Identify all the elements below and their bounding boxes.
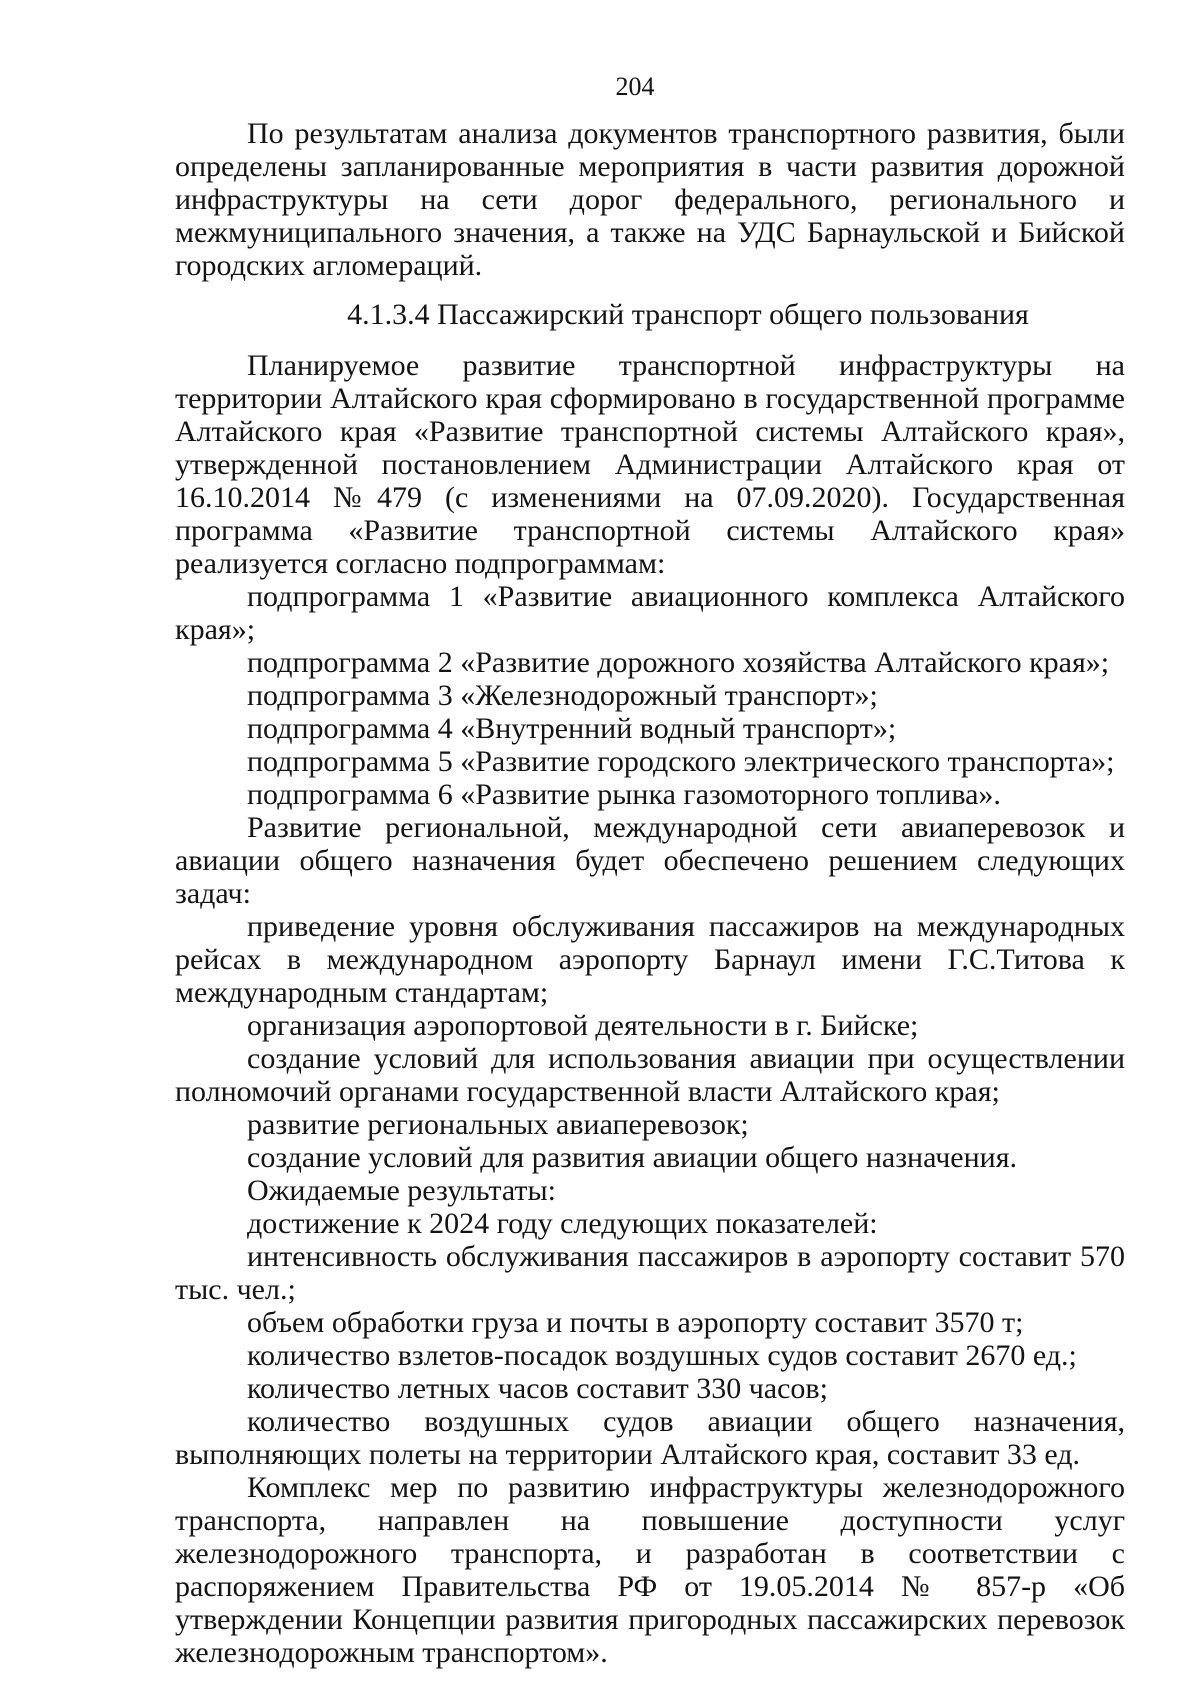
task-item: создание условий для развития авиации общего назначения. (247, 1141, 1018, 1174)
section-heading: 4.1.3.4 Пассажирский транспорт общего пользования (347, 298, 1029, 331)
subprogram-item: подпрограмма 6 «Развитие рынка газомоторного топлива». (247, 778, 1001, 811)
subprogram-item: подпрограмма 2 «Развитие дорожного хозяйства Алтайского края»; (247, 646, 1110, 679)
page-number: 204 (615, 72, 655, 101)
paragraph-planned-development: Планируемое развитие транспортной инфраструктуры на территории Алтайского края сформировано в государственной программе Алтайского края «Развитие транспортной системы Алтайского края», утвержденной постановлением Администрации Алтайского края от 16.10.2014 №479 (с изменениями на 07.09.2020). Государственная программа «Развитие транспортной системы Алтайского края» реализуется согласно подпрограммам: (175, 349, 1125, 580)
subprogram-item: подпрограмма 3 «Железнодорожный транспорт»; (247, 679, 878, 712)
indicator-item: объем обработки груза и почты в аэропорту составит 3570 т; (247, 1306, 1024, 1339)
paragraph-aviation-intro: Развитие региональной, международной сети авиаперевозок и авиации общего назначения будет обеспечено решением следующих задач: (175, 811, 1125, 910)
subprogram-item: подпрограмма 4 «Внутренний водный транспорт»; (247, 712, 897, 745)
indicator-item: количество воздушных судов авиации общего назначения, выполняющих полеты на территории Алтайского края, составит 33 ед. (175, 1405, 1125, 1471)
indicator-item: количество взлетов-посадок воздушных судов составит 2670 ед.; (247, 1339, 1077, 1372)
task-item: приведение уровня обслуживания пассажиров на международных рейсах в международном аэропорту Барнаул имени Г.С.Титова к международным стандартам; (175, 910, 1125, 1009)
page-content (175, 117, 1125, 1669)
paragraph-intro: По результатам анализа документов транспортного развития, были определены запланированные мероприятия в части развития дорожной инфраструктуры на сети дорог федерального, регионального и межмуниципального значения, а также на УДС Барнаульской и Бийской городских агломераций. (175, 117, 1125, 282)
task-item: организация аэропортовой деятельности в г. Бийске; (247, 1009, 919, 1042)
subprogram-item: подпрограмма 1 «Развитие авиационного комплекса Алтайского края»; (175, 580, 1125, 646)
subprogram-item: подпрограмма 5 «Развитие городского электрического транспорта»; (247, 745, 1115, 778)
expected-results-label: Ожидаемые результаты: (247, 1174, 557, 1207)
achievement-intro: достижение к 2024 году следующих показателей: (247, 1207, 878, 1240)
indicator-item: интенсивность обслуживания пассажиров в аэропорту составит 570 тыс. чел.; (175, 1240, 1125, 1306)
paragraph-railway: Комплекс мер по развитию инфраструктуры железнодорожного транспорта, направлен на повышение доступности услуг железнодорожного транспорта, и разработан в соответствии с распоряжением Правительства РФ от 19.05.2014 № 857-р «Об утверждении Концепции развития пригородных пассажирских перевозок железнодорожным транспортом». (175, 1471, 1125, 1669)
indicator-item: количество летных часов составит 330 часов; (247, 1372, 828, 1405)
task-item: развитие региональных авиаперевозок; (247, 1108, 749, 1141)
task-item: создание условий для использования авиации при осуществлении полномочий органами государственной власти Алтайского края; (175, 1042, 1125, 1108)
